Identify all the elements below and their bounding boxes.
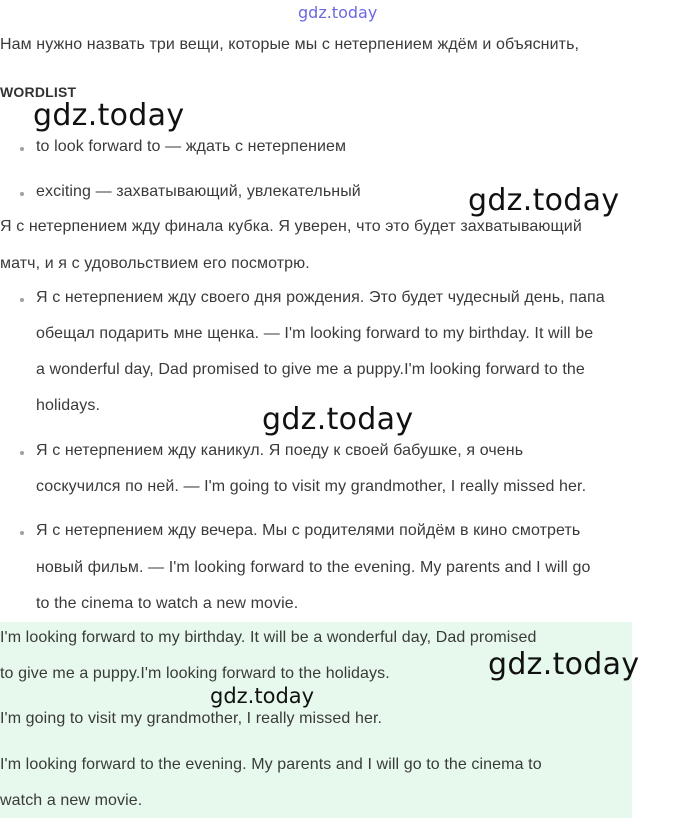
bullet-icon xyxy=(20,192,24,196)
answer-line: I'm going to visit my grandmother, I really missed her. xyxy=(0,710,383,727)
example-line: Я с нетерпением жду финала кубка. Я уверен, что это будет захватывающий xyxy=(0,218,582,235)
watermark: gdz.today xyxy=(488,647,640,682)
example-item-line: Я с нетерпением жду каникул. Я поеду к своей бабушке, я очень xyxy=(36,442,524,459)
example-item-line: holidays. xyxy=(36,397,101,414)
answer-line: I'm looking forward to my birthday. It will be a wonderful day, Dad promised xyxy=(0,629,537,646)
watermark: gdz.today xyxy=(33,98,185,133)
example-item-line: Я с нетерпением жду вечера. Мы с родителями пойдём в кино смотреть xyxy=(36,522,581,539)
example-line: матч, и я с удовольствием его посмотрю. xyxy=(0,255,310,272)
answer-line: to give me a puppy.I'm looking forward to the holidays. xyxy=(0,665,390,682)
answer-line: I'm looking forward to the evening. My parents and I will go to the cinema to xyxy=(0,756,542,773)
bullet-icon xyxy=(20,451,24,455)
example-item-line: соскучился по ней. — I'm going to visit my grandmother, I really missed her. xyxy=(36,478,587,495)
answer-line: watch a new movie. xyxy=(0,792,143,809)
bullet-icon xyxy=(20,147,24,151)
example-item-line: a wonderful day, Dad promised to give me a puppy.I'm looking forward to the xyxy=(36,361,585,378)
example-item-line: Я с нетерпением жду своего дня рождения. Это будет чудесный день, папа xyxy=(36,289,605,306)
wordlist-heading: WORDLIST xyxy=(0,84,77,100)
watermark: gdz.today xyxy=(210,684,315,708)
example-item-line: новый фильм. — I'm looking forward to the evening. My parents and I will go xyxy=(36,559,591,576)
wordlist-item: exciting — захватывающий, увлекательный xyxy=(36,183,361,200)
intro-text: Нам нужно назвать три вещи, которые мы с нетерпением ждём и объяснить, xyxy=(0,36,580,53)
bullet-icon xyxy=(20,531,24,535)
wordlist-item: to look forward to — ждать с нетерпением xyxy=(36,138,347,155)
watermark: gdz.today xyxy=(262,402,414,437)
bullet-icon xyxy=(20,298,24,302)
example-item-line: обещал подарить мне щенка. — I'm looking forward to my birthday. It will be xyxy=(36,325,594,342)
example-item-line: to the cinema to watch a new movie. xyxy=(36,595,299,612)
watermark: gdz.today xyxy=(468,183,620,218)
watermark-top: gdz.today xyxy=(298,3,378,22)
